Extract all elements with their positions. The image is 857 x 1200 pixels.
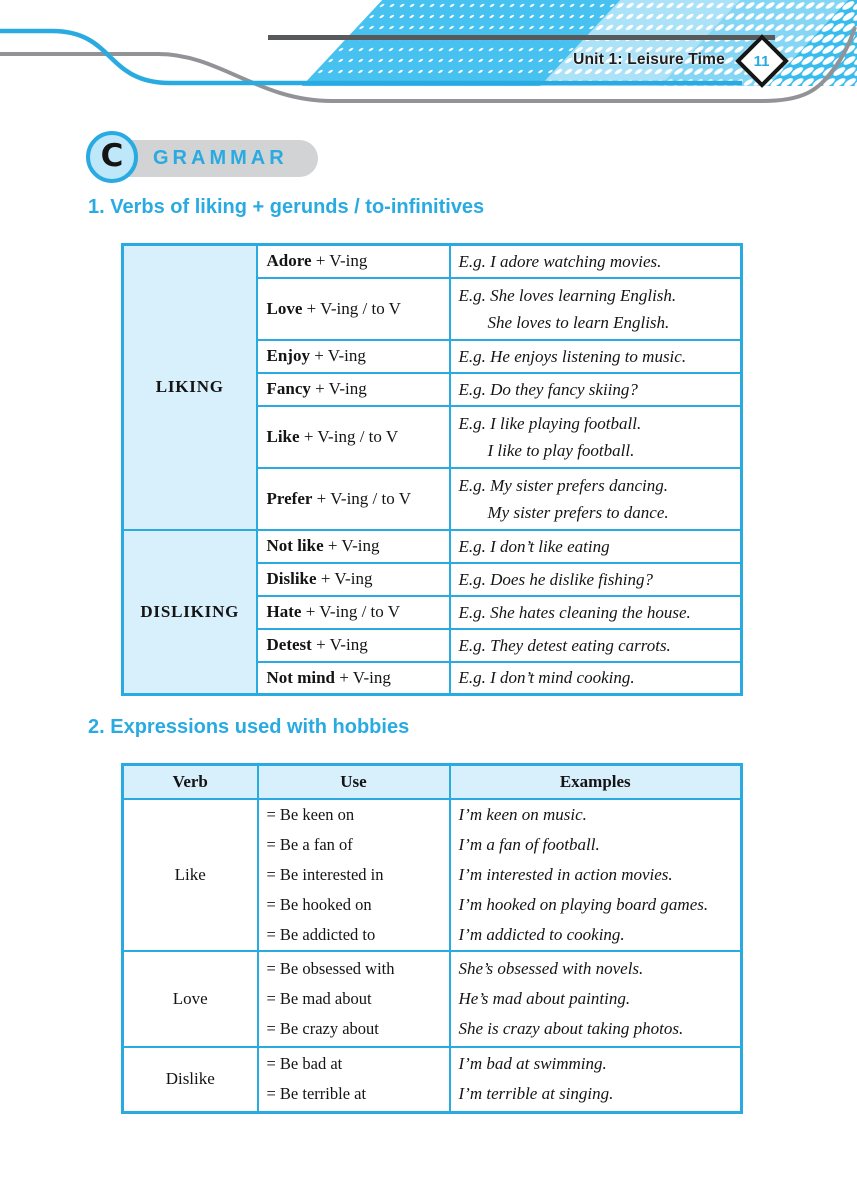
example-line: I’m addicted to cooking. [458,924,625,944]
grammar-rule-row [123,530,742,563]
verb-pattern-cell: Prefer + V-ing / to V [257,468,450,530]
section-1-title: 1. Verbs of liking + gerunds / to-infinitives [88,196,485,218]
example-cell [450,468,742,530]
use-line: = Be terrible at [266,1084,367,1104]
header-curves [0,0,857,118]
page-number: 11 [754,52,770,70]
use-line: = Be bad at [266,1054,343,1074]
verb-cell: Like [123,799,258,951]
example-line: E.g. They detest eating carrots. [458,635,671,655]
liking-table [121,243,743,696]
verb-name: Detest [266,635,312,654]
column-header: Examples [450,765,742,799]
verb-pattern-cell: Adore + V-ing [257,245,450,278]
example-line: E.g. I don’t mind cooking. [458,668,635,688]
verb-pattern-cell: Detest + V-ing [257,629,450,662]
example-line: E.g. He enjoys listening to music. [458,346,687,366]
example-cell [450,406,742,468]
use-line: = Be a fan of [266,834,353,854]
example-line: I’m keen on music. [458,804,587,824]
use-line: = Be hooked on [266,894,372,914]
verb-name: Fancy [266,379,311,398]
example-cell [450,245,742,278]
expression-row [123,1047,742,1113]
example-line: E.g. I adore watching movies. [458,251,662,271]
verb-pattern-cell: Fancy + V-ing [257,373,450,406]
expressions-table [121,763,743,1114]
example-line: I like to play football. [487,440,635,460]
verb-pattern-cell: Enjoy + V-ing [257,340,450,373]
example-line: He’s mad about painting. [458,988,631,1008]
use-cell [258,1047,450,1113]
verb-name: Adore [266,251,312,271]
examples-cell [450,951,742,1047]
verb-name: Like [266,426,300,446]
example-cell [450,662,742,695]
verb-cell: Dislike [123,1047,258,1113]
example-line: My sister prefers to dance. [487,502,669,522]
example-cell [450,373,742,406]
section-2-title: 2. Expressions used with hobbies [88,716,410,738]
example-line: E.g. I don’t like eating [458,536,610,556]
example-cell [450,340,742,373]
expression-row [123,951,742,1047]
use-cell [258,951,450,1047]
use-line: = Be crazy about [266,1018,379,1038]
example-line: I’m interested in action movies. [458,864,673,884]
example-line: She’s obsessed with novels. [458,958,644,978]
verb-name: Prefer [266,488,313,508]
use-line: = Be obsessed with [266,958,395,978]
example-line: E.g. I like playing football. [458,413,642,433]
example-line: I’m hooked on playing board games. [458,894,709,914]
examples-cell [450,799,742,951]
verb-name: Hate [266,602,302,621]
verb-name: Not like [266,536,324,555]
example-line: E.g. My sister prefers dancing. [458,475,668,495]
verb-cell: Love [123,951,258,1047]
example-cell [450,278,742,340]
verb-pattern-cell: Not mind + V-ing [257,662,450,695]
use-line: = Be interested in [266,864,384,884]
use-cell [258,799,450,951]
example-line: E.g. She loves learning English. [458,285,677,305]
liking-table-body [123,245,742,695]
examples-cell [450,1047,742,1113]
column-header: Use [258,765,450,799]
use-line: = Be mad about [266,988,372,1008]
verb-pattern-cell: Dislike + V-ing [257,563,450,596]
example-line: E.g. She hates cleaning the house. [458,602,691,622]
verb-name: Dislike [266,569,317,588]
grammar-rule-row [123,245,742,278]
badge-label: GRAMMAR [153,147,288,169]
verb-pattern-cell: Like + V-ing / to V [257,406,450,468]
expressions-header-row [123,765,742,799]
c-letter-icon [86,131,138,183]
verb-name: Not mind [266,667,335,687]
badge-letter: C [100,137,124,174]
column-header: Verb [123,765,258,799]
category-cell: LIKING [123,245,257,530]
use-line: = Be keen on [266,804,355,824]
example-line: She loves to learn English. [487,312,670,332]
example-cell [450,629,742,662]
verb-pattern-cell: Love + V-ing / to V [257,278,450,340]
example-line: She is crazy about taking photos. [458,1018,684,1038]
verb-pattern-cell: Hate + V-ing / to V [257,596,450,629]
example-line: E.g. Do they fancy skiing? [458,379,638,399]
example-line: I’m bad at swimming. [458,1054,607,1074]
example-cell [450,563,742,596]
expressions-table-body [123,799,742,1113]
unit-title: Unit 1: Leisure Time [573,51,725,68]
example-cell [450,596,742,629]
verb-name: Enjoy [266,346,310,365]
verb-name: Love [266,298,303,318]
use-line: = Be addicted to [266,924,376,944]
example-cell [450,530,742,563]
verb-pattern-cell: Not like + V-ing [257,530,450,563]
example-line: E.g. Does he dislike fishing? [458,569,654,589]
category-cell: DISLIKING [123,530,257,695]
example-line: I’m a fan of football. [458,834,600,854]
page-header [0,0,857,118]
expression-row [123,799,742,951]
example-line: I’m terrible at singing. [458,1084,614,1104]
